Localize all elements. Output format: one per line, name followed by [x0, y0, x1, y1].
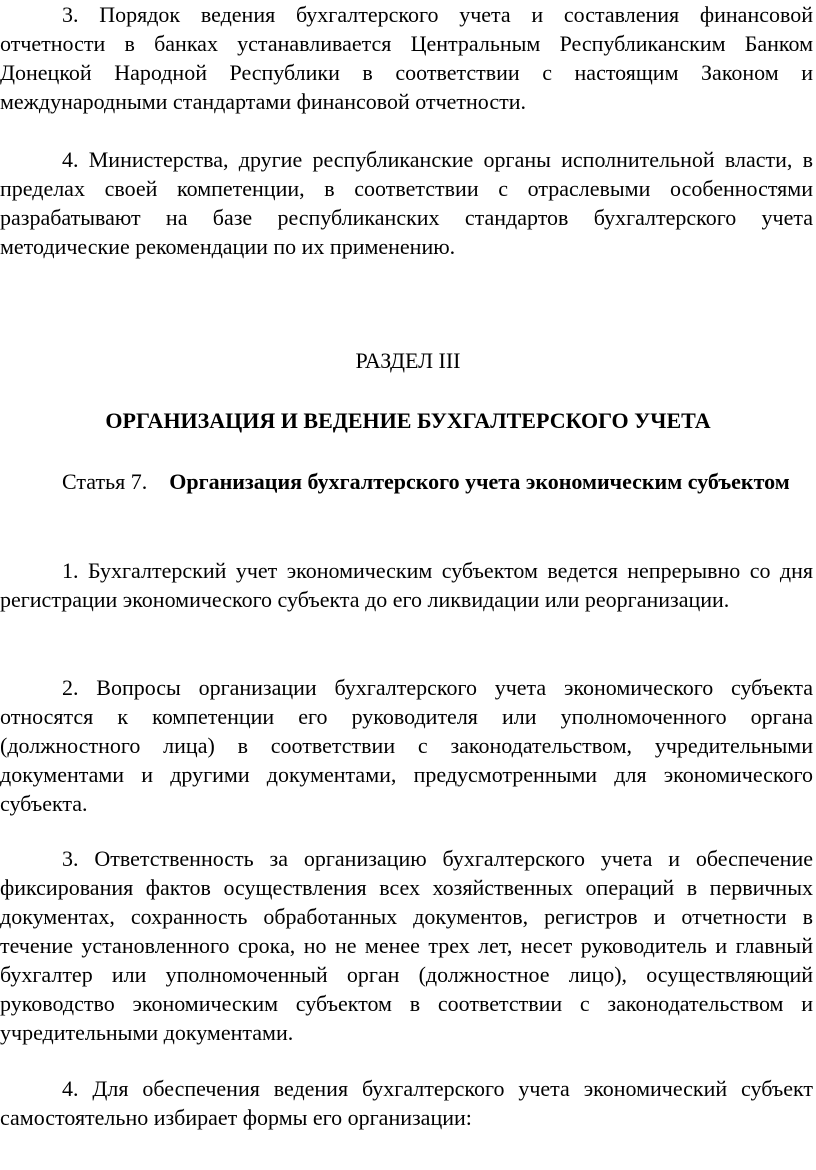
section-label: РАЗДЕЛ III [355, 348, 461, 373]
item-number: 1. [62, 558, 79, 583]
article-prefix: Статья 7. [62, 469, 148, 494]
article-item-2 [0, 673, 813, 818]
item-text: Ответственность за организацию бухгалтерского учета и обеспечение фиксирования фактов осуществления всех хозяйственных операций в первичных документах, сохранность обработанных документов, регистров и отчетности в течение установленного срока, но не менее трех лет, несет руководитель и главный бухгалтер или уполномоченный орган (должностное лицо), осуществляющий руководство экономическим субъектом в соответствии с законодательством и учредительными документами. [0, 846, 813, 1045]
item-text: Бухгалтерский учет экономическим субъектом ведется непрерывно со дня регистрации экономического субъекта до его ликвидации или реорганизации. [0, 558, 814, 612]
article-item-4 [0, 1074, 813, 1132]
item-number: 3. [62, 2, 79, 27]
prev-item-4 [0, 145, 813, 261]
item-number: 4. [62, 147, 79, 172]
item-number: 3. [62, 846, 79, 871]
item-text: Для обеспечения ведения бухгалтерского учета экономический субъект самостоятельно избирает формы его организации: [0, 1076, 814, 1130]
article-item-3 [0, 844, 813, 1047]
article-title: Организация бухгалтерского учета экономическим субъектом [169, 469, 790, 494]
item-number: 4. [62, 1076, 79, 1101]
prev-item-3 [0, 0, 813, 116]
article-heading [0, 467, 813, 496]
section-title: ОРГАНИЗАЦИЯ И ВЕДЕНИЕ БУХГАЛТЕРСКОГО УЧЕТА [105, 408, 711, 433]
item-text: Порядок ведения бухгалтерского учета и составления финансовой отчетности в банках устанавливается Центральным Республиканским Банком Донецкой Народной Республики в соответствии с настоящим Законом и международными стандартами финансовой отчетности. [0, 2, 813, 114]
item-text: Вопросы организации бухгалтерского учета экономического субъекта относятся к компетенции его руководителя или уполномоченного органа (должностного лица) в соответствии с законодательством, учредительными документами и другими документами, предусмотренными для экономического субъекта. [0, 675, 813, 816]
article-item-1 [0, 556, 813, 614]
item-number: 2. [62, 675, 79, 700]
item-text: Министерства, другие республиканские органы исполнительной власти, в пределах своей компетенции, в соответствии с отраслевыми особенностями разрабатывают на базе республиканских стандартов бухгалтерского учета методические рекомендации по их применению. [0, 147, 813, 259]
